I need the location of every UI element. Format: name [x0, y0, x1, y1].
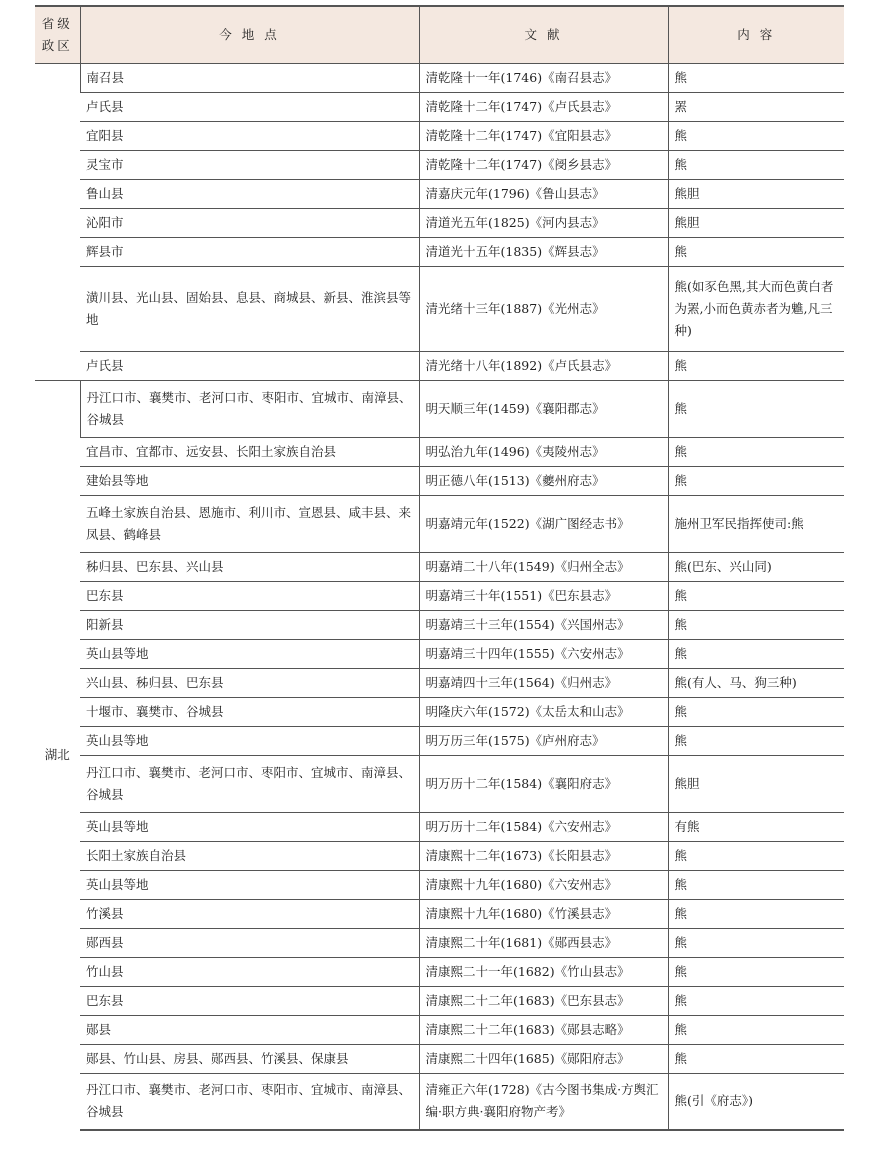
table-row: [35, 986, 844, 1015]
place-cell: 郧西县: [80, 928, 419, 957]
document-cell: 清康熙二十年(1681)《郧西县志》: [419, 928, 668, 957]
header-content: 内 容: [668, 6, 844, 63]
table-row: [35, 812, 844, 841]
content-cell: 熊: [668, 1044, 844, 1073]
place-cell: 丹江口市、襄樊市、老河口市、枣阳市、宜城市、南漳县、谷城县: [80, 380, 419, 437]
document-cell: 明嘉靖三十三年(1554)《兴国州志》: [419, 610, 668, 639]
place-cell: 辉县市: [80, 237, 419, 266]
document-cell: 清嘉庆元年(1796)《鲁山县志》: [419, 179, 668, 208]
table-row: [35, 63, 844, 92]
document-cell: 明嘉靖元年(1522)《湖广图经志书》: [419, 495, 668, 552]
place-cell: 宜阳县: [80, 121, 419, 150]
place-cell: 郧县、竹山县、房县、郧西县、竹溪县、保康县: [80, 1044, 419, 1073]
table-row: [35, 351, 844, 380]
content-cell: 熊: [668, 726, 844, 755]
content-cell: 熊: [668, 697, 844, 726]
content-cell: 熊(有人、马、狗三种): [668, 668, 844, 697]
place-cell: 英山县等地: [80, 812, 419, 841]
place-cell: 兴山县、秭归县、巴东县: [80, 668, 419, 697]
table-row: [35, 237, 844, 266]
place-cell: 建始县等地: [80, 466, 419, 495]
content-cell: 熊: [668, 351, 844, 380]
place-cell: 竹山县: [80, 957, 419, 986]
document-cell: 清康熙十九年(1680)《竹溪县志》: [419, 899, 668, 928]
header-row: [35, 6, 844, 63]
place-cell: 秭归县、巴东县、兴山县: [80, 552, 419, 581]
table-row: [35, 466, 844, 495]
document-cell: 清道光十五年(1835)《辉县志》: [419, 237, 668, 266]
content-cell: 熊(引《府志》): [668, 1073, 844, 1130]
content-cell: 罴: [668, 92, 844, 121]
content-cell: 熊: [668, 466, 844, 495]
document-cell: 明天顺三年(1459)《襄阳郡志》: [419, 380, 668, 437]
content-cell: 熊: [668, 237, 844, 266]
place-cell: 阳新县: [80, 610, 419, 639]
document-cell: 明嘉靖三十年(1551)《巴东县志》: [419, 581, 668, 610]
document-cell: 明隆庆六年(1572)《太岳太和山志》: [419, 697, 668, 726]
table-row: [35, 150, 844, 179]
document-cell: 清乾隆十二年(1747)《卢氏县志》: [419, 92, 668, 121]
place-cell: 英山县等地: [80, 639, 419, 668]
table-row: [35, 208, 844, 237]
table-row: [35, 1044, 844, 1073]
records-table: [35, 5, 844, 1131]
header-province: 省级政区: [35, 6, 80, 63]
table-row: [35, 266, 844, 351]
content-cell: 熊: [668, 841, 844, 870]
table-row: [35, 957, 844, 986]
document-cell: 清康熙二十四年(1685)《郧阳府志》: [419, 1044, 668, 1073]
document-cell: 清康熙十九年(1680)《六安州志》: [419, 870, 668, 899]
table-row: [35, 841, 844, 870]
content-cell: 熊胆: [668, 208, 844, 237]
place-cell: 英山县等地: [80, 870, 419, 899]
header-place: 今 地 点: [80, 6, 419, 63]
content-cell: 熊: [668, 870, 844, 899]
document-cell: 明万历十二年(1584)《六安州志》: [419, 812, 668, 841]
content-cell: 熊(如豕色黑,其大而色黄白者为罴,小而色黄赤者为魋,凡三种): [668, 266, 844, 351]
table-row: [35, 639, 844, 668]
content-cell: 熊: [668, 150, 844, 179]
content-cell: 熊胆: [668, 755, 844, 812]
table-row: [35, 610, 844, 639]
content-cell: 熊: [668, 899, 844, 928]
table-body: [35, 63, 844, 1130]
document-cell: 清光绪十三年(1887)《光州志》: [419, 266, 668, 351]
document-cell: 清康熙十二年(1673)《长阳县志》: [419, 841, 668, 870]
place-cell: 五峰土家族自治县、恩施市、利川市、宣恩县、咸丰县、来凤县、鹤峰县: [80, 495, 419, 552]
content-cell: 熊: [668, 437, 844, 466]
table-row: [35, 1073, 844, 1130]
document-cell: 清光绪十八年(1892)《卢氏县志》: [419, 351, 668, 380]
document-cell: 清康熙二十二年(1683)《郧县志略》: [419, 1015, 668, 1044]
content-cell: 熊: [668, 63, 844, 92]
province-cell: 湖北: [35, 380, 80, 1130]
content-cell: 熊(巴东、兴山同): [668, 552, 844, 581]
place-cell: 十堰市、襄樊市、谷城县: [80, 697, 419, 726]
table-row: [35, 437, 844, 466]
table-row: [35, 179, 844, 208]
place-cell: 英山县等地: [80, 726, 419, 755]
table-row: [35, 755, 844, 812]
content-cell: 熊: [668, 928, 844, 957]
province-cell: [35, 63, 80, 380]
content-cell: 熊: [668, 986, 844, 1015]
place-cell: 鲁山县: [80, 179, 419, 208]
document-cell: 明万历十二年(1584)《襄阳府志》: [419, 755, 668, 812]
place-cell: 巴东县: [80, 986, 419, 1015]
place-cell: 灵宝市: [80, 150, 419, 179]
place-cell: 卢氏县: [80, 351, 419, 380]
table-row: [35, 668, 844, 697]
table-row: [35, 495, 844, 552]
document-cell: 清康熙二十二年(1683)《巴东县志》: [419, 986, 668, 1015]
table-row: [35, 697, 844, 726]
document-cell: 清道光五年(1825)《河内县志》: [419, 208, 668, 237]
content-cell: 熊: [668, 639, 844, 668]
table-row: [35, 121, 844, 150]
place-cell: 竹溪县: [80, 899, 419, 928]
table-row: [35, 92, 844, 121]
document-cell: 清乾隆十二年(1747)《阌乡县志》: [419, 150, 668, 179]
document-cell: 明嘉靖三十四年(1555)《六安州志》: [419, 639, 668, 668]
content-cell: 熊: [668, 957, 844, 986]
document-cell: 清乾隆十一年(1746)《南召县志》: [419, 63, 668, 92]
place-cell: 宜昌市、宜都市、远安县、长阳土家族自治县: [80, 437, 419, 466]
content-cell: 熊: [668, 581, 844, 610]
table-row: [35, 726, 844, 755]
table-row: [35, 380, 844, 437]
content-cell: 熊: [668, 1015, 844, 1044]
table-row: [35, 552, 844, 581]
document-cell: 明嘉靖二十八年(1549)《归州全志》: [419, 552, 668, 581]
place-cell: 长阳土家族自治县: [80, 841, 419, 870]
place-cell: 丹江口市、襄樊市、老河口市、枣阳市、宜城市、南漳县、谷城县: [80, 755, 419, 812]
content-cell: 熊: [668, 610, 844, 639]
document-cell: 明万历三年(1575)《庐州府志》: [419, 726, 668, 755]
table-row: [35, 928, 844, 957]
document-cell: 清康熙二十一年(1682)《竹山县志》: [419, 957, 668, 986]
content-cell: 熊: [668, 380, 844, 437]
place-cell: 沁阳市: [80, 208, 419, 237]
place-cell: 潢川县、光山县、固始县、息县、商城县、新县、淮滨县等地: [80, 266, 419, 351]
content-cell: 熊: [668, 121, 844, 150]
document-cell: 明嘉靖四十三年(1564)《归州志》: [419, 668, 668, 697]
place-cell: 丹江口市、襄樊市、老河口市、枣阳市、宜城市、南漳县、谷城县: [80, 1073, 419, 1130]
table-row: [35, 899, 844, 928]
table-row: [35, 1015, 844, 1044]
table-row: [35, 870, 844, 899]
document-cell: 清乾隆十二年(1747)《宜阳县志》: [419, 121, 668, 150]
document-cell: 明正德八年(1513)《夔州府志》: [419, 466, 668, 495]
place-cell: 南召县: [80, 63, 419, 92]
content-cell: 施州卫军民指挥使司:熊: [668, 495, 844, 552]
content-cell: 有熊: [668, 812, 844, 841]
place-cell: 郧县: [80, 1015, 419, 1044]
place-cell: 卢氏县: [80, 92, 419, 121]
document-cell: 清雍正六年(1728)《古今图书集成·方舆汇编·职方典·襄阳府物产考》: [419, 1073, 668, 1130]
place-cell: 巴东县: [80, 581, 419, 610]
document-cell: 明弘治九年(1496)《夷陵州志》: [419, 437, 668, 466]
content-cell: 熊胆: [668, 179, 844, 208]
header-document: 文 献: [419, 6, 668, 63]
table-row: [35, 581, 844, 610]
